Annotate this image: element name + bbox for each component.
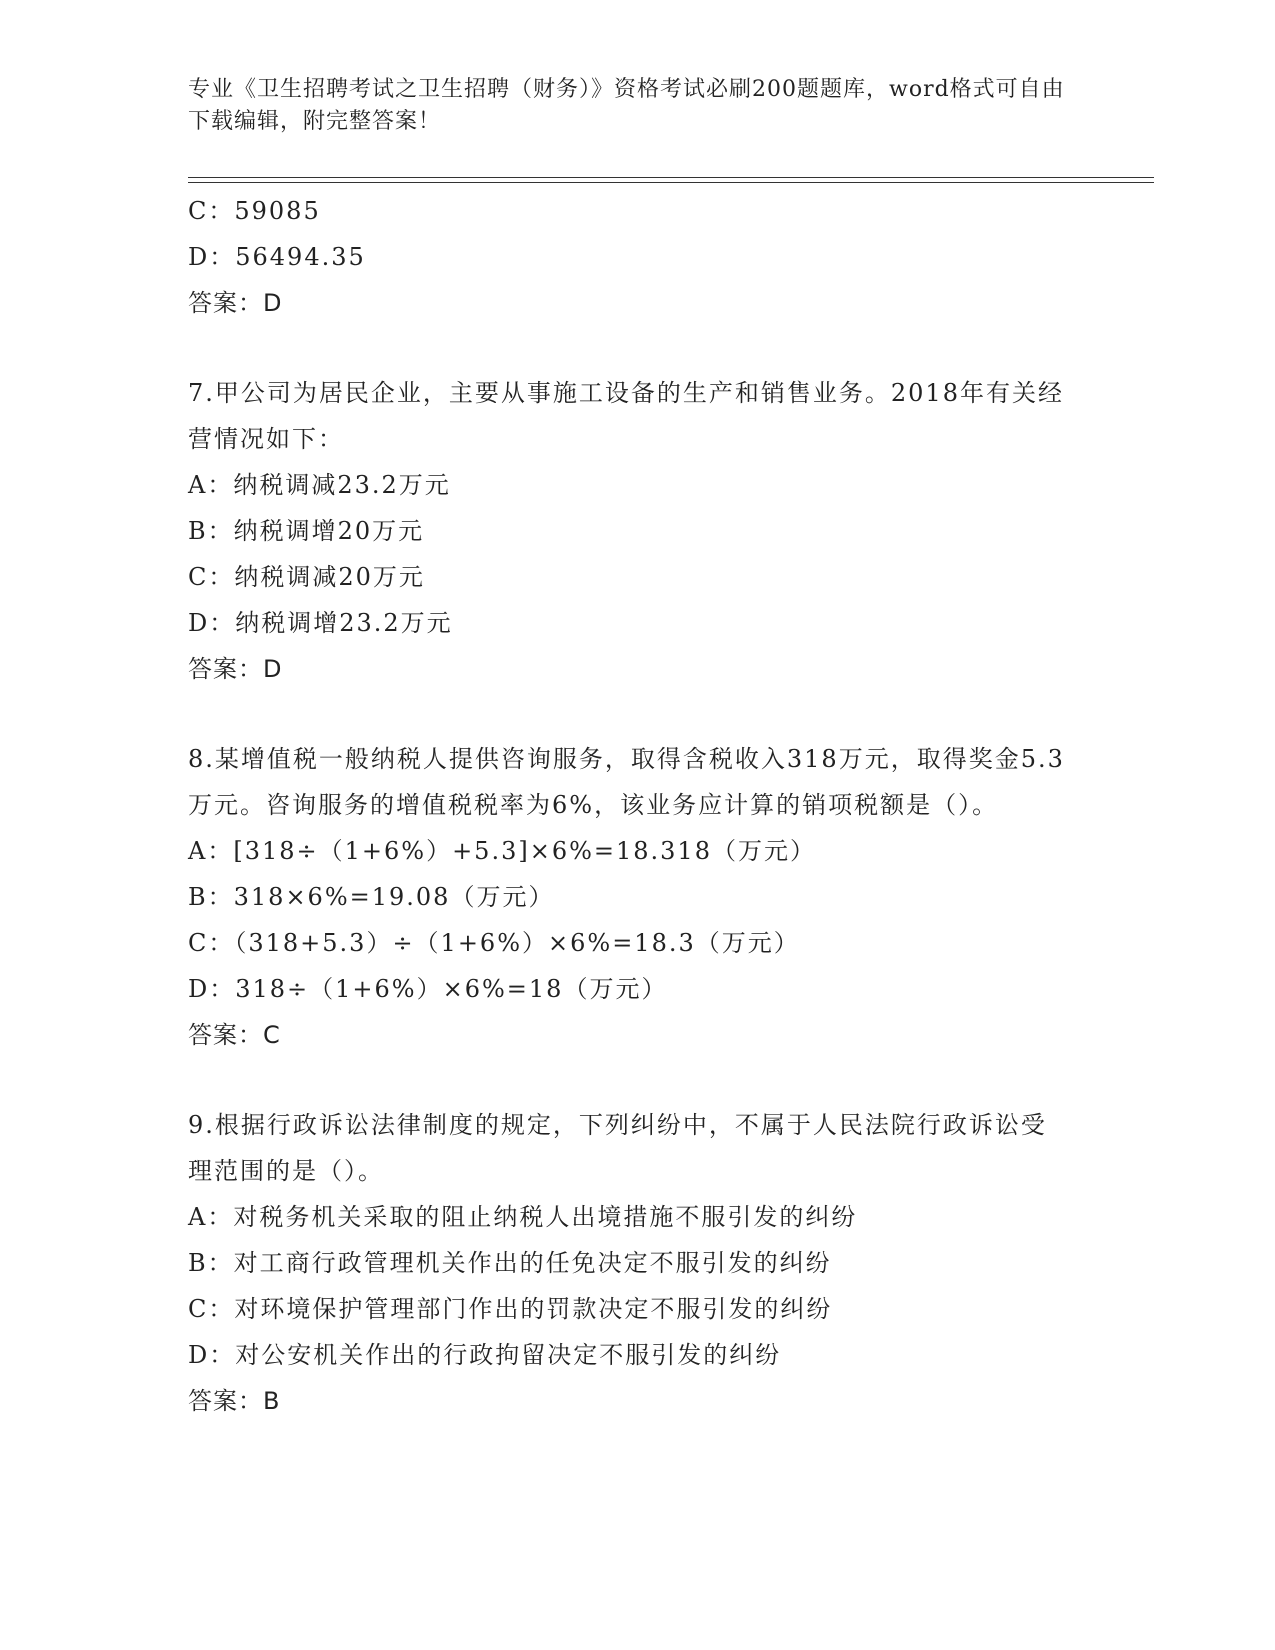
option-b: B：318×6%=19.08（万元）	[188, 883, 555, 911]
question-stem: 9.根据行政诉讼法律制度的规定，下列纠纷中，不属于人民法院行政诉讼受理范围的是（）。	[188, 1111, 1047, 1185]
question-9	[188, 1102, 1068, 1424]
question-6-tail	[188, 188, 1068, 326]
spacer	[188, 692, 1068, 736]
option-d: D：56494.35	[188, 243, 366, 271]
answer-line: 答案：D	[188, 289, 283, 317]
option-b: B：对工商行政管理机关作出的任免决定不服引发的纠纷	[188, 1249, 832, 1277]
header-title: 专业《卫生招聘考试之卫生招聘（财务）》资格考试必刷200题题库，word格式可自由下载编辑，附完整答案！	[188, 77, 1065, 134]
answer-line: 答案：D	[188, 655, 283, 683]
option-b: B：纳税调增20万元	[188, 517, 425, 545]
answer-line: 答案：B	[188, 1387, 281, 1415]
question-8	[188, 736, 1068, 1058]
question-7	[188, 370, 1068, 692]
option-c: C：纳税调减20万元	[188, 563, 425, 591]
header-divider-top	[188, 177, 1154, 178]
spacer	[188, 326, 1068, 370]
question-stem: 8.某增值税一般纳税人提供咨询服务，取得含税收入318万元，取得奖金5.3万元。咨询服务的增值税税率为6%，该业务应计算的销项税额是（）。	[188, 745, 1065, 819]
option-c: C：（318+5.3）÷（1+6%）×6%=18.3（万元）	[188, 929, 800, 957]
header-divider-bottom	[188, 182, 1154, 183]
option-c: C：59085	[188, 197, 321, 225]
option-d: D：318÷（1+6%）×6%=18（万元）	[188, 975, 668, 1003]
answer-line: 答案：C	[188, 1021, 281, 1049]
document-body	[188, 188, 1068, 1424]
option-c: C：对环境保护管理部门作出的罚款决定不服引发的纠纷	[188, 1295, 833, 1323]
option-d: D：对公安机关作出的行政拘留决定不服引发的纠纷	[188, 1341, 782, 1369]
option-a: A：[318÷（1+6%）+5.3]×6%=18.318（万元）	[188, 837, 816, 865]
option-a: A：对税务机关采取的阻止纳税人出境措施不服引发的纠纷	[188, 1203, 858, 1231]
option-a: A：纳税调减23.2万元	[188, 471, 451, 499]
spacer	[188, 1058, 1068, 1102]
option-d: D：纳税调增23.2万元	[188, 609, 453, 637]
question-stem: 7.甲公司为居民企业，主要从事施工设备的生产和销售业务。2018年有关经营情况如下：	[188, 379, 1064, 453]
document-header	[188, 74, 1068, 138]
